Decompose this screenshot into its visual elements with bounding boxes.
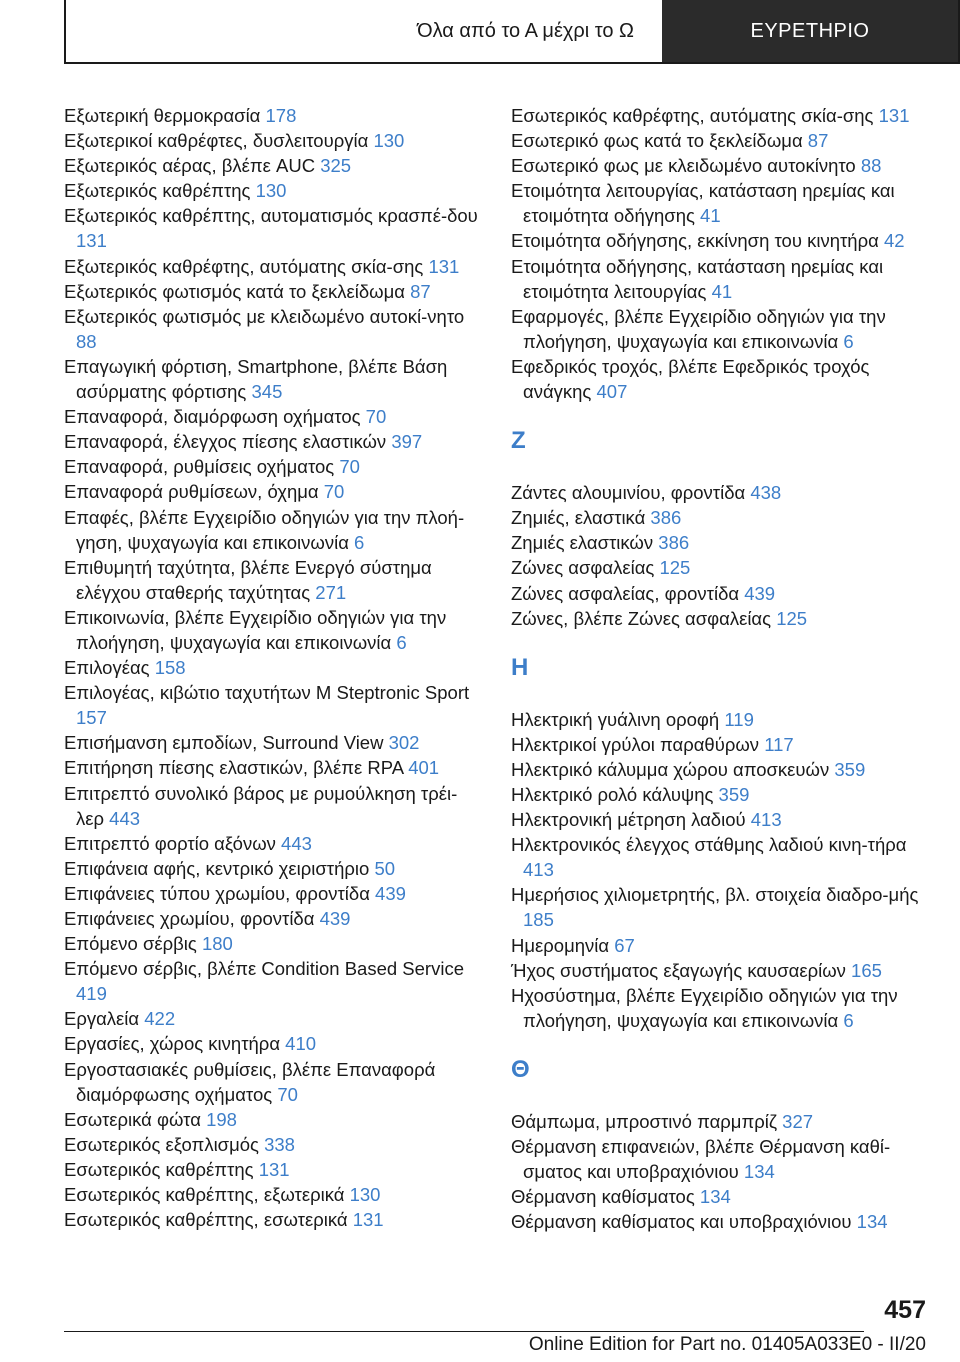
index-entry bbox=[64, 956, 484, 1006]
entry-term: Επιφάνειες χρωμίου, φροντίδα bbox=[64, 908, 315, 929]
entry-term: Εφεδρικός τροχός, βλέπε Εφεδρικός τροχός ανάγκης bbox=[511, 355, 870, 403]
index-entry bbox=[511, 128, 931, 153]
index-entry bbox=[64, 1132, 484, 1157]
page-link[interactable]: 158 bbox=[154, 657, 186, 679]
entry-term: Εξωτερικός αέρας, βλέπε AUC bbox=[64, 155, 316, 177]
page-link[interactable]: 359 bbox=[834, 758, 866, 780]
page-number: 457 bbox=[884, 1296, 926, 1324]
entry-term: Εσωτερικός καθρέπτης, εσωτερικά bbox=[64, 1209, 348, 1231]
index-entry bbox=[511, 983, 931, 1033]
entry-term: Επιφάνεια αφής, κεντρικό χειριστήριο bbox=[64, 857, 370, 879]
page-link[interactable]: 134 bbox=[743, 1161, 775, 1183]
footer-divider bbox=[64, 1331, 864, 1332]
index-entry bbox=[64, 1182, 484, 1207]
page-link[interactable]: 130 bbox=[255, 180, 287, 202]
entry-term: Εργαλεία bbox=[64, 1008, 140, 1030]
index-entry bbox=[511, 480, 931, 505]
entry-term: Εσωτερικός καθρέπτης, εξωτερικά bbox=[64, 1184, 345, 1206]
chapter-tab[interactable]: ΕΥΡΕΤΗΡΙΟ bbox=[662, 0, 958, 62]
index-entry bbox=[64, 279, 484, 304]
index-entry bbox=[64, 505, 484, 555]
page-link[interactable]: 338 bbox=[264, 1133, 295, 1155]
page-link[interactable]: 125 bbox=[659, 557, 691, 579]
entry-term: Ηλεκτρονικός έλεγχος στάθμης λαδιού κινη‐τήρα bbox=[511, 834, 907, 856]
entry-term: Ημερήσιος χιλιομετρητής, βλ. στοιχεία διαδρο‐μής bbox=[511, 884, 919, 906]
page-link[interactable]: 88 bbox=[860, 155, 882, 177]
entry-term: Εξωτερικός καθρέπτης bbox=[64, 180, 251, 202]
entry-term: Ετοιμότητα οδήγησης, κατάσταση ηρεμίας και ετοιμότητα λειτουργίας bbox=[511, 255, 884, 302]
entry-term: Ηλεκτρικοί γρύλοι παραθύρων bbox=[511, 733, 760, 755]
entry-term: Επιλογέας, κιβώτιο ταχυτήτων M Steptronic Sport bbox=[64, 682, 470, 704]
index-entry bbox=[511, 254, 931, 304]
page-link[interactable]: 165 bbox=[851, 959, 882, 981]
entry-term: Ηλεκτρικό ρολό κάλυψης bbox=[511, 783, 714, 805]
index-entry bbox=[64, 1006, 484, 1031]
index-entry bbox=[511, 882, 931, 932]
index-entry bbox=[64, 605, 484, 655]
entry-term: Εξωτερικός καθρέπτης, αυτοματισμός κρασπέ‐δου bbox=[64, 205, 478, 227]
page-link[interactable]: 131 bbox=[76, 230, 107, 252]
index-entry bbox=[64, 1207, 484, 1232]
page-link[interactable]: 410 bbox=[285, 1033, 317, 1055]
entry-term: Ηχοσύστημα, βλέπε Εγχειρίδιο οδηγιών για την πλοήγηση, ψυχαγωγία και επικοινωνία bbox=[511, 984, 898, 1031]
entry-term: Θάμπωμα, μπροστινό παρμπρίζ bbox=[511, 1110, 778, 1132]
entry-term: Εξωτερικός φωτισμός κατά το ξεκλείδωμα bbox=[64, 280, 405, 302]
section-letter: Ζ bbox=[511, 427, 526, 455]
entry-term: Επαναφορά, ρυθμίσεις οχήματος bbox=[64, 456, 335, 478]
entry-term: Εξωτερικός καθρέφτης, αυτόματης σκία‐σης bbox=[64, 255, 424, 277]
page-link[interactable]: 439 bbox=[744, 582, 776, 604]
index-entry bbox=[64, 479, 484, 504]
entry-term: Ηλεκτρικό κάλυμμα χώρου αποσκευών bbox=[511, 758, 830, 780]
page-link[interactable]: 6 bbox=[354, 531, 365, 553]
page-link[interactable]: 131 bbox=[352, 1209, 384, 1231]
page-link[interactable]: 359 bbox=[718, 783, 750, 805]
entry-term: Ηλεκτρική γυάλινη οροφή bbox=[511, 708, 720, 730]
page-link[interactable]: 439 bbox=[375, 882, 406, 904]
index-entry bbox=[64, 781, 484, 831]
index-entry bbox=[511, 1109, 931, 1134]
entry-term: Ετοιμότητα οδήγησης, εκκίνηση του κινητήρα bbox=[511, 230, 879, 252]
entry-term: Ζημιές, ελαστικά bbox=[511, 507, 646, 529]
entry-term: Επόμενο σέρβις, βλέπε Condition Based Service bbox=[64, 958, 464, 980]
index-entry bbox=[64, 178, 484, 203]
index-entry bbox=[64, 730, 484, 755]
index-entry bbox=[64, 931, 484, 956]
entry-term: Εσωτερικό φως κατά το ξεκλείδωμα bbox=[511, 130, 803, 152]
index-entry bbox=[511, 581, 931, 606]
page-link[interactable]: 130 bbox=[349, 1184, 381, 1206]
page-link[interactable]: 70 bbox=[365, 406, 387, 428]
entry-term: Επιτρεπτό φορτίο αξόνων bbox=[64, 832, 276, 854]
entry-term: Επιθυμητή ταχύτητα, βλέπε Ενεργό σύστημα ελέγχου σταθερής ταχύτητας bbox=[64, 556, 432, 603]
index-entry bbox=[511, 606, 931, 631]
index-entry bbox=[64, 304, 484, 354]
index-entry bbox=[64, 1157, 484, 1182]
index-entry bbox=[511, 958, 931, 983]
page-link[interactable]: 180 bbox=[201, 933, 233, 955]
index-entry bbox=[64, 1107, 484, 1132]
index-entry bbox=[64, 354, 484, 404]
page-link[interactable]: 443 bbox=[281, 832, 312, 854]
index-entry bbox=[64, 906, 484, 931]
entry-term: Ήχος συστήματος εξαγωγής καυσαερίων bbox=[511, 959, 846, 981]
page-link[interactable]: 419 bbox=[76, 983, 107, 1005]
entry-term: Ζώνες ασφαλείας, φροντίδα bbox=[511, 582, 740, 604]
index-entry bbox=[511, 103, 931, 128]
section-title: Όλα από το Α μέχρι το Ω bbox=[417, 19, 634, 42]
index-entry bbox=[64, 881, 484, 906]
index-entry bbox=[64, 680, 484, 730]
page-link[interactable]: 125 bbox=[776, 607, 808, 629]
page-link[interactable]: 87 bbox=[410, 280, 431, 302]
edition-note: Online Edition for Part no. 01405A033E0 - II/20 bbox=[528, 1334, 926, 1355]
entry-term: Εσωτερικός καθρέπτης bbox=[64, 1158, 254, 1180]
page-link[interactable]: 41 bbox=[700, 205, 721, 227]
entry-term: Επιλογέας bbox=[64, 657, 150, 679]
entry-term: Επαναφορά, έλεγχος πίεσης ελαστικών bbox=[64, 431, 387, 453]
index-entry bbox=[511, 555, 931, 580]
index-entry bbox=[64, 254, 484, 279]
index-column-right bbox=[511, 103, 931, 1234]
entry-term: Επαναφορά, διαμόρφωση οχήματος bbox=[64, 406, 361, 428]
entry-term: Επαγωγική φόρτιση, Smartphone, βλέπε Βάση ασύρματης φόρτισης bbox=[64, 355, 448, 403]
index-entry bbox=[64, 429, 484, 454]
page-link[interactable]: 131 bbox=[878, 105, 910, 126]
entry-term: Θέρμανση καθίσματος bbox=[511, 1186, 695, 1208]
index-entry bbox=[511, 1184, 931, 1209]
page-link[interactable]: 6 bbox=[843, 330, 854, 352]
page-link[interactable]: 6 bbox=[396, 631, 407, 653]
index-entry bbox=[511, 530, 931, 555]
entry-term: Ετοιμότητα λειτουργίας, κατάσταση ηρεμίας και ετοιμότητα οδήγησης bbox=[511, 180, 895, 227]
page-link[interactable]: 302 bbox=[388, 732, 420, 754]
entry-term: Ημερομηνία bbox=[511, 934, 610, 956]
page-link[interactable]: 87 bbox=[807, 130, 829, 152]
index-entry bbox=[64, 404, 484, 429]
page-link[interactable]: 325 bbox=[320, 155, 352, 177]
page-link[interactable]: 70 bbox=[277, 1083, 298, 1105]
index-entry bbox=[511, 732, 931, 757]
entry-term: Ζημιές ελαστικών bbox=[511, 532, 654, 554]
page-link[interactable]: 88 bbox=[76, 330, 97, 352]
index-entry bbox=[64, 755, 484, 780]
entry-term: Ζώνες, βλέπε Ζώνες ασφαλείας bbox=[511, 607, 772, 629]
entry-term: Εσωτερικός καθρέφτης, αυτόματης σκία‐σης bbox=[511, 105, 874, 126]
entry-term: Εσωτερικό φως με κλειδωμένο αυτοκίνητο bbox=[511, 155, 856, 177]
entry-term: Εργοστασιακές ρυθμίσεις, βλέπε Επαναφορά διαμόρφωσης οχήματος bbox=[64, 1058, 436, 1105]
section-letter: Η bbox=[511, 653, 529, 681]
page-link[interactable]: 443 bbox=[109, 807, 141, 829]
entry-term: Επιτήρηση πίεσης ελαστικών, βλέπε RPA bbox=[64, 757, 404, 779]
entry-term: Επαφές, βλέπε Εγχειρίδιο οδηγιών για την πλοή‐γηση, ψυχαγωγία και επικοινωνία bbox=[64, 506, 465, 553]
index-entry bbox=[64, 103, 484, 128]
entry-term: Επιτρεπτό συνολικό βάρος με ρυμούλκηση τρέι‐λερ bbox=[64, 782, 458, 829]
index-entry bbox=[511, 178, 931, 228]
entry-term: Ηλεκτρονική μέτρηση λαδιού bbox=[511, 809, 746, 831]
page-link[interactable]: 345 bbox=[251, 381, 283, 403]
page-link[interactable]: 178 bbox=[265, 105, 297, 126]
entry-term: Επικοινωνία, βλέπε Εγχειρίδιο οδηγιών για την πλοήγηση, ψυχαγωγία και επικοινωνία bbox=[64, 606, 447, 653]
index-entry bbox=[511, 505, 931, 530]
page-link[interactable]: 6 bbox=[843, 1009, 854, 1031]
index-entry bbox=[511, 153, 931, 178]
page-link[interactable]: 134 bbox=[856, 1211, 888, 1233]
header-frame bbox=[64, 0, 960, 64]
page-link[interactable]: 439 bbox=[319, 908, 351, 929]
page-link[interactable]: 422 bbox=[144, 1008, 176, 1030]
index-entry bbox=[511, 354, 931, 404]
page-link[interactable]: 413 bbox=[750, 809, 782, 831]
page-link[interactable]: 157 bbox=[76, 707, 107, 729]
page-link[interactable]: 41 bbox=[711, 280, 733, 302]
index-entry bbox=[511, 832, 931, 882]
page-link[interactable]: 198 bbox=[206, 1108, 237, 1130]
index-entry bbox=[64, 153, 484, 178]
page-link[interactable]: 386 bbox=[650, 507, 682, 529]
page-link[interactable]: 117 bbox=[764, 733, 794, 755]
index-entry bbox=[511, 707, 931, 732]
entry-term: Εξωτερικοί καθρέφτες, δυσλειτουργία bbox=[64, 130, 369, 152]
index-entry bbox=[64, 454, 484, 479]
page-link[interactable]: 407 bbox=[596, 381, 628, 403]
section-letter: Θ bbox=[511, 1055, 530, 1083]
entry-term: Ζώνες ασφαλείας bbox=[511, 557, 655, 579]
page-link[interactable]: 413 bbox=[523, 859, 554, 881]
page-link[interactable]: 119 bbox=[724, 708, 754, 730]
page-link[interactable]: 70 bbox=[323, 481, 345, 503]
index-entry bbox=[511, 228, 931, 253]
page-link[interactable]: 50 bbox=[374, 857, 396, 879]
page-link[interactable]: 185 bbox=[523, 909, 554, 931]
entry-term: Εσωτερικός εξοπλισμός bbox=[64, 1133, 259, 1155]
page-link[interactable]: 131 bbox=[428, 255, 460, 277]
index-entry bbox=[64, 856, 484, 881]
entry-term: Εξωτερικός φωτισμός με κλειδωμένο αυτοκί‐νητο bbox=[64, 305, 465, 327]
entry-term: Θέρμανση επιφανειών, βλέπε Θέρμανση καθί‐σματος και υποβραχιόνιου bbox=[511, 1136, 891, 1183]
index-entry bbox=[511, 757, 931, 782]
index-entry bbox=[511, 782, 931, 807]
page-link[interactable]: 42 bbox=[883, 230, 905, 252]
index-entry bbox=[511, 1209, 931, 1234]
entry-term: Επόμενο σέρβις bbox=[64, 933, 197, 955]
index-entry bbox=[64, 128, 484, 153]
page-link[interactable]: 131 bbox=[258, 1158, 290, 1180]
entry-term: Επιφάνειες τύπου χρωμίου, φροντίδα bbox=[64, 882, 370, 904]
page-link[interactable]: 130 bbox=[373, 130, 405, 152]
index-entry bbox=[511, 304, 931, 354]
index-entry bbox=[64, 203, 484, 253]
entry-term: Εργασίες, χώρος κινητήρα bbox=[64, 1033, 281, 1055]
entry-term: Εσωτερικά φώτα bbox=[64, 1108, 201, 1130]
index-entry bbox=[511, 933, 931, 958]
page-link[interactable]: 401 bbox=[408, 757, 440, 779]
entry-term: Επαναφορά ρυθμίσεων, όχημα bbox=[64, 481, 319, 503]
page-link[interactable]: 70 bbox=[339, 456, 360, 478]
index-entry bbox=[64, 1031, 484, 1056]
index-column-left bbox=[64, 103, 484, 1232]
page-link[interactable]: 67 bbox=[614, 934, 635, 956]
entry-term: Εφαρμογές, βλέπε Εγχειρίδιο οδηγιών για την πλοήγηση, ψυχαγωγία και επικοινωνία bbox=[511, 305, 886, 352]
entry-term: Επισήμανση εμποδίων, Surround View bbox=[64, 732, 384, 754]
index-entry bbox=[511, 1134, 931, 1184]
index-entry bbox=[511, 807, 931, 832]
index-entry bbox=[64, 555, 484, 605]
index-entry bbox=[64, 655, 484, 680]
index-entry bbox=[64, 1057, 484, 1107]
entry-term: Εξωτερική θερμοκρασία bbox=[64, 105, 261, 126]
page-link[interactable]: 134 bbox=[699, 1186, 731, 1208]
entry-term: Ζάντες αλουμινίου, φροντίδα bbox=[511, 482, 746, 504]
index-entry bbox=[64, 831, 484, 856]
page-link[interactable]: 327 bbox=[782, 1110, 814, 1132]
entry-term: Θέρμανση καθίσματος και υποβραχιόνιου bbox=[511, 1211, 852, 1233]
page-link[interactable]: 271 bbox=[315, 581, 347, 603]
page-link[interactable]: 386 bbox=[658, 532, 690, 554]
page-link[interactable]: 397 bbox=[391, 431, 423, 453]
page-link[interactable]: 438 bbox=[750, 482, 782, 504]
